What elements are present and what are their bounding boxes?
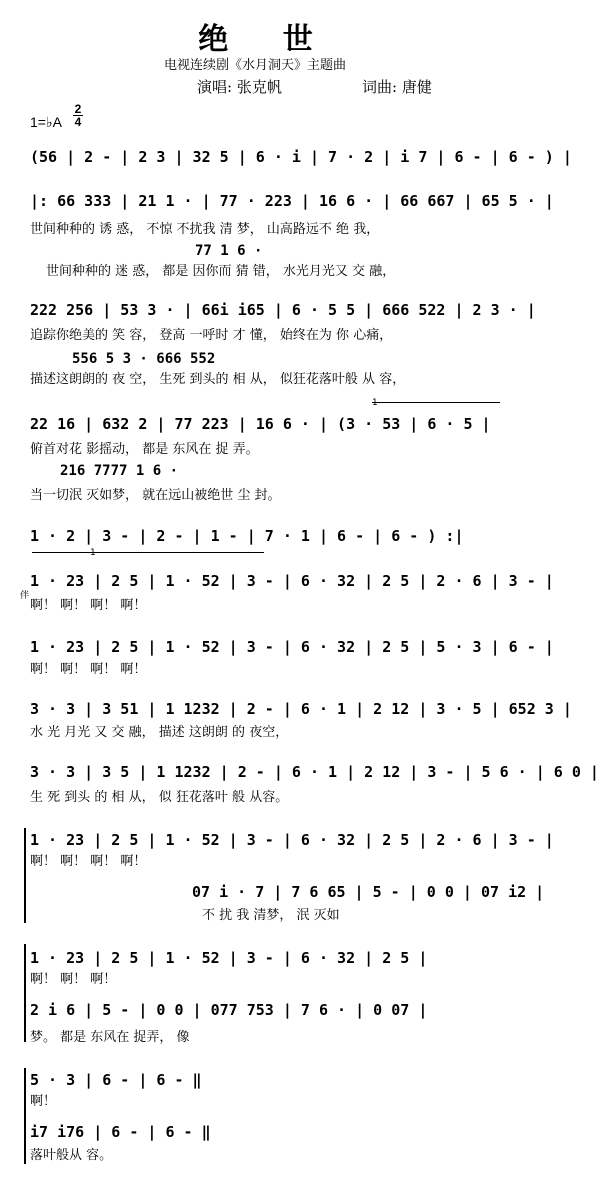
score-line-15: i7 i76 | 6 - | 6 - ‖ <box>30 1123 211 1141</box>
score-line-5: 1 · 2 | 3 - | 2 - | 1 - | 7 · 1 | 6 - | 6 - ) :| <box>30 527 464 545</box>
lyric-line-14: 啊！ <box>30 1094 57 1109</box>
score-line-intro: (56 | 2 - | 2 3 | 32 5 | 6 · i | 7 · 2 | i 7 | 6 - | 6 - ) | <box>30 148 572 166</box>
song-subtitle: 电视连续剧《水月洞天》主题曲 <box>164 58 347 73</box>
meter-top: 2 <box>74 102 82 116</box>
lyric-line-11: 不 扰 我 清梦， 泯 灭如 <box>202 908 340 923</box>
score-line-3-alt: 556 5 3 · 666 552 <box>72 351 216 367</box>
score-line-2: |: 66 333 | 21 1 · | 77 · 223 | 16 6 · | 66 667 | 65 5 · | <box>30 192 554 210</box>
score-line-10: 1 · 23 | 2 5 | 1 · 52 | 3 - | 6 · 32 | 2 5 | 2 · 6 | 3 - | <box>30 831 554 849</box>
score-line-4: 22 16 | 632 2 | 77 223 | 16 6 · | (3 · 53 | 6 · 5 | <box>30 415 491 433</box>
lyric-line-10: 啊！ 啊！ 啊！ 啊！ <box>30 854 147 869</box>
score-line-4-alt: 216 7777 1 6 · <box>60 463 179 479</box>
score-line-11: 07 i · 7 | 7 6 65 | 5 - | 0 0 | 07 i2 | <box>192 883 545 901</box>
lyric-line-6: 啊！ 啊！ 啊！ 啊！ <box>30 598 147 613</box>
volta-marker-2: 1 <box>90 548 96 558</box>
writer-credit: 词曲: 唐健 <box>362 78 432 96</box>
lyric-line-2b: 世间种种的 迷 惑， 都是 因你而 猜 错， 水光月光又 交 融， <box>46 264 396 279</box>
lyric-line-7: 啊！ 啊！ 啊！ 啊！ <box>30 662 147 677</box>
lyric-line-3a: 追踪你绝美的 笑 容， 登高 一呼时 才 懂， 始终在为 你 心痛， <box>30 328 393 343</box>
score-line-9: 3 · 3 | 3 5 | 1 1232 | 2 - | 6 · 1 | 2 12 | 3 - | 5 6 · | 6 0 | <box>30 763 599 781</box>
lyric-line-3b: 描述这朗朗的 夜 空， 生死 到头的 相 从， 似狂花落叶般 从 容， <box>30 372 406 387</box>
lyric-line-13: 梦。 都是 东风在 捉弄， 像 <box>30 1030 190 1045</box>
score-line-14: 5 · 3 | 6 - | 6 - ‖ <box>30 1071 202 1089</box>
score-line-7: 1 · 23 | 2 5 | 1 · 52 | 3 - | 6 · 32 | 2 5 | 5 · 3 | 6 - | <box>30 638 554 656</box>
lyric-line-4a: 俯首对花 影摇动， 都是 东风在 捉 弄。 <box>30 442 259 457</box>
lyric-line-2a: 世间种种的 诱 惑， 不惊 不扰我 清 梦， 山高路远不 绝 我， <box>30 222 380 237</box>
volta-marker-1: 1 <box>372 398 378 408</box>
lyric-line-8: 水 光 月光 又 交 融， 描述 这朗朗 的 夜空， <box>30 725 289 740</box>
song-title: 绝 世 <box>198 22 335 57</box>
score-line-13: 2 i 6 | 5 - | 0 0 | 077 753 | 7 6 · | 0 07 | <box>30 1001 428 1019</box>
key-signature: 1=♭A <box>30 114 62 130</box>
time-signature <box>73 103 83 128</box>
score-line-8: 3 · 3 | 3 51 | 1 1232 | 2 - | 6 · 1 | 2 12 | 3 · 5 | 652 3 | <box>30 700 572 718</box>
volta-bracket-2 <box>32 552 264 553</box>
volta-bracket-1 <box>372 402 500 403</box>
lyric-line-15: 落叶般从 容。 <box>30 1148 113 1163</box>
lyric-line-12: 啊！ 啊！ 啊！ <box>30 972 117 987</box>
side-mark: 伴 <box>20 591 30 601</box>
singer-credit: 演唱: 张克帆 <box>197 78 282 96</box>
score-line-6: 1 · 23 | 2 5 | 1 · 52 | 3 - | 6 · 32 | 2 5 | 2 · 6 | 3 - | <box>30 572 554 590</box>
meter-bottom: 4 <box>74 115 82 129</box>
score-line-3: 222 256 | 53 3 · | 66i i65 | 6 · 5 5 | 666 522 | 2 3 · | <box>30 301 536 319</box>
lyric-line-4b: 当一切泯 灭如梦， 就在远山被绝世 尘 封。 <box>30 488 281 503</box>
lyric-line-9: 生 死 到头 的 相 从， 似 狂花落叶 般 从容。 <box>30 790 289 805</box>
score-line-12: 1 · 23 | 2 5 | 1 · 52 | 3 - | 6 · 32 | 2 5 | <box>30 949 428 967</box>
score-line-2-alt: 77 1 6 · <box>195 243 263 259</box>
